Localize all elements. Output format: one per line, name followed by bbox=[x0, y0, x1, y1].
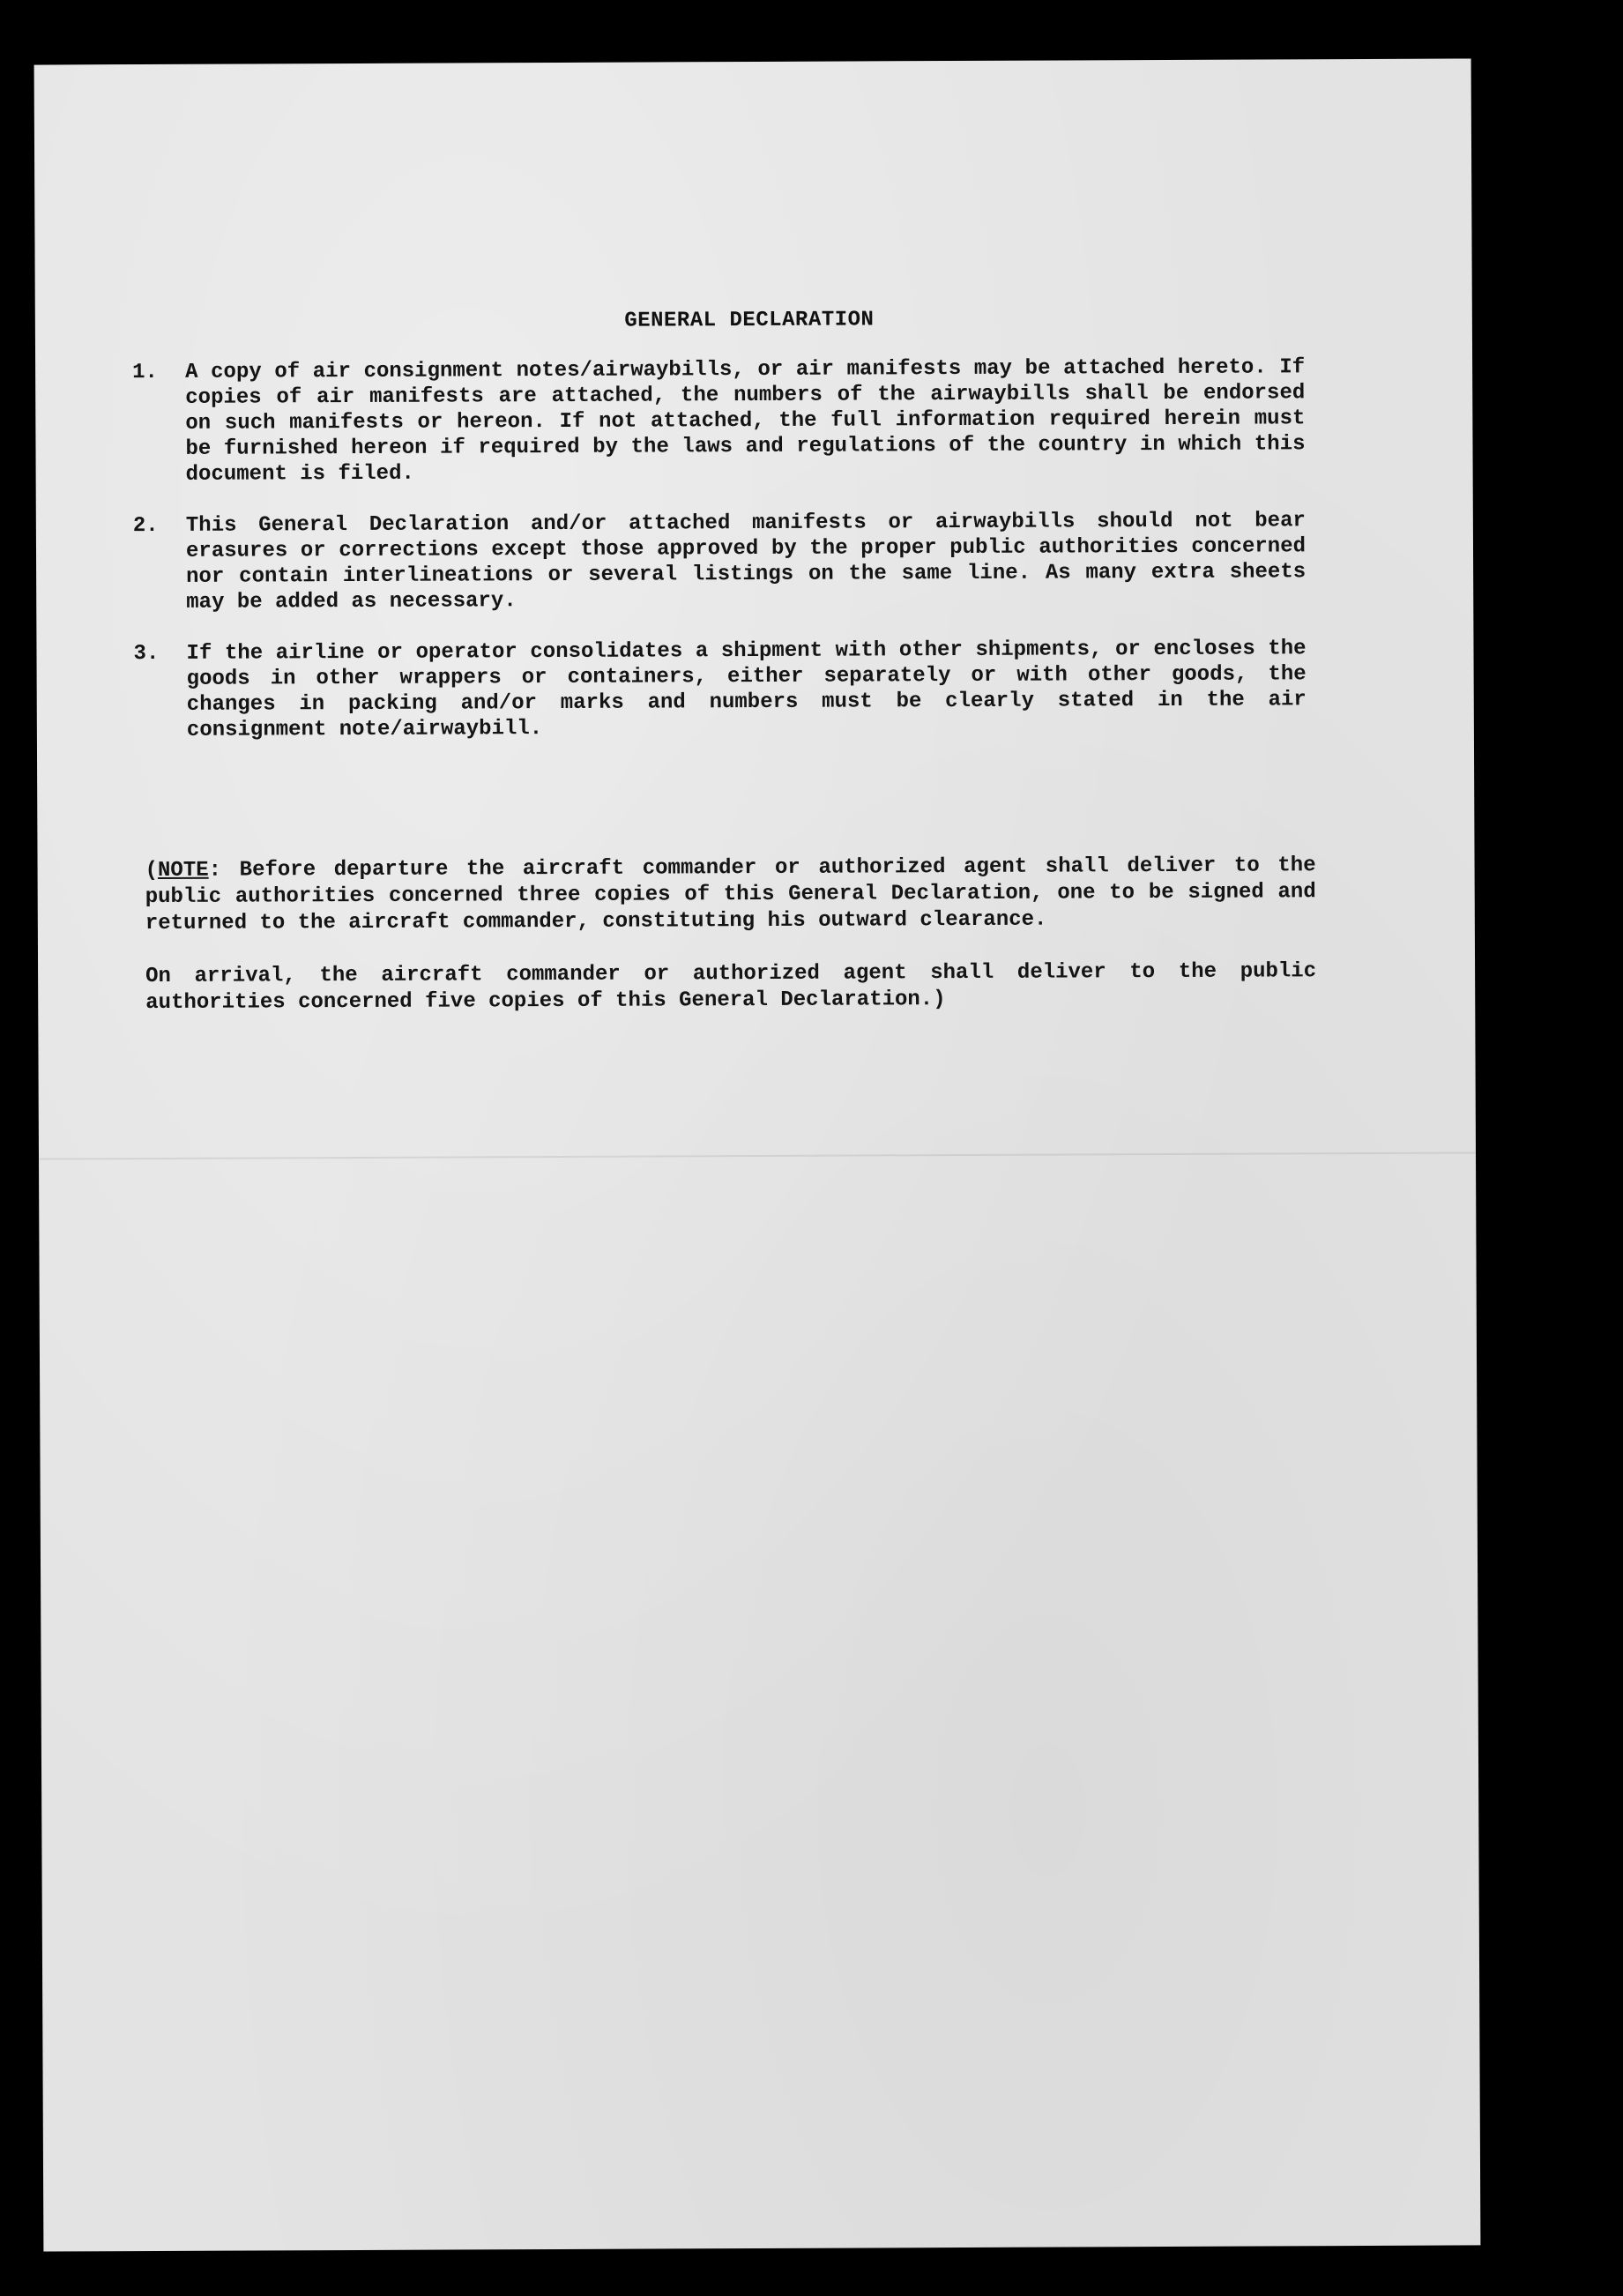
document-title: GENERAL DECLARATION bbox=[624, 308, 875, 333]
list-item bbox=[132, 354, 1306, 488]
item-number: 1. bbox=[132, 360, 158, 385]
item-number: 2. bbox=[132, 513, 159, 539]
item-text: If the airline or operator consolidates a shipment with other shipments, or encloses the goods in other wrappers or containers, either separately or with other goods, the changes in packing and/or marks and numbers must be clearly stated in the air consignment note/airwaybill. bbox=[186, 637, 1307, 742]
item-text: This General Declaration and/or attached manifests or airwaybills should not bear erasures or corrections except those approved by the proper public authorities concerned nor contain interlineations or several listings on the same line. As many extra sheets may be added as necessary. bbox=[185, 509, 1307, 615]
note-section bbox=[145, 853, 1317, 1043]
list-item bbox=[133, 636, 1306, 743]
item-text: A copy of air consignment notes/airwaybills, or air manifests may be attached hereto. If copies of air manifests are attached, the numbers of the airwaybills shall be endorsed on such manifests or hereon. If not attached, the full information required herein must be furnished hereon if required by the laws and regulations of the country in which this document is filed. bbox=[185, 355, 1306, 487]
paper-tear bbox=[336, 2264, 387, 2296]
item-number: 3. bbox=[133, 641, 160, 667]
note-colon: : bbox=[208, 858, 222, 883]
list-item bbox=[133, 508, 1306, 615]
note-departure-paragraph bbox=[145, 853, 1316, 937]
note-departure-text: Before departure the aircraft commander or authorized agent shall deliver to the public authorities concerned three copies of this General Declaration, one to be signed and returned to the aircraft commander, constituting his outward clearance. bbox=[145, 854, 1316, 936]
instructions-list bbox=[132, 354, 1307, 769]
fold-line bbox=[39, 1152, 1476, 1159]
document-page bbox=[34, 58, 1481, 2251]
paper-tear bbox=[779, 2262, 863, 2296]
note-label: NOTE bbox=[157, 858, 209, 883]
note-open-paren: ( bbox=[145, 858, 159, 883]
note-arrival-paragraph: On arrival, the aircraft commander or authorized agent shall deliver to the public authorities concerned five copies of this General Declaration.) bbox=[145, 959, 1317, 1016]
